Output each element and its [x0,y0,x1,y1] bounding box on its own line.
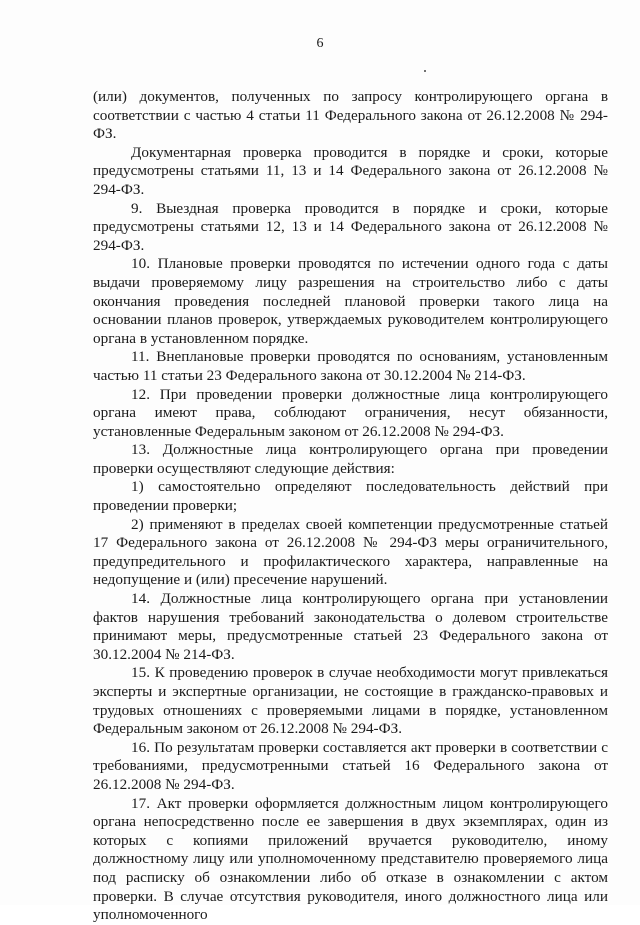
page-number: 6 [316,36,324,51]
document-body [93,88,608,925]
paragraph-13-item-2: 2) применяют в пределах своей компетенции предусмотренные статьей 17 Федерального закона от 26.12.2008 № 294-ФЗ меры ограничительного, предупредительного и профилактического характера, направленные на недопущение и (или) пресечение нарушений. [93,515,608,589]
paragraph-13-item-1: 1) самостоятельно определяют последовательность действий при проведении проверки; [93,478,608,515]
paragraph-12: 12. При проведении проверки должностные лица контролирующего органа имеют права, соблюдают ограничения, несут обязанности, установленные Федеральным законом от 26.12.2008 № 294-ФЗ. [93,385,608,440]
paragraph-13: 13. Должностные лица контролирующего органа при проведении проверки осуществляют следующие действия: [93,441,608,477]
paragraph-11: 11. Внеплановые проверки проводятся по основаниям, установленным частью 11 статьи 23 Федерального закона от 30.12.2004 № 214-ФЗ. [93,348,608,384]
paragraph-16: 16. По результатам проверки составляется акт проверки в соответствии с требованиями, предусмотренными статьей 16 Федерального закона от 26.12.2008 № 294-ФЗ. [93,738,608,793]
paragraph-15: 15. К проведению проверок в случае необходимости могут привлекаться эксперты и экспертные организации, не состоящие в гражданско-правовых и трудовых отношениях с проверяемыми лицами в порядке, установленном Федеральным законом от 26.12.2008 № 294-ФЗ. [93,664,608,738]
scan-speck [424,70,426,72]
paragraph-continuation: (или) документов, полученных по запросу контролирующего органа в соответствии с частью 4 статьи 11 Федерального закона от 26.12.2008 № 294-ФЗ. [93,88,608,143]
paragraph-14: 14. Должностные лица контролирующего органа при установлении фактов нарушения требований законодательства о долевом строительстве принимают меры, предусмотренные статьей 23 Федерального закона от 30.12.2004 № 214-ФЗ. [93,590,608,663]
paragraph-10: 10. Плановые проверки проводятся по истечении одного года с даты выдачи проверяемому лицу разрешения на строительство либо с даты окончания проведения последней плановой проверки такого лица на основании планов проверок, утверждаемых руководителем контролирующего органа в установленном порядке. [93,255,608,347]
paragraph-17: 17. Акт проверки оформляется должностным лицом контролирующего органа непосредственно после ее завершения в двух экземплярах, один из которых с копиями приложений вручается руководителю, иному должностному лицу или уполномоченному представителю проверяемого лица под расписку об ознакомлении либо об отказе в ознакомлении с актом проверки. В случае отсутствия руководителя, иного должностного лица или уполномоченного [93,794,608,924]
paragraph-9: 9. Выездная проверка проводится в порядке и сроки, которые предусмотрены статьями 12, 13 и 14 Федерального закона от 26.12.2008 № 294-ФЗ. [93,199,608,254]
paragraph-documentary-check: Документарная проверка проводится в порядке и сроки, которые предусмотрены статьями 11, 13 и 14 Федерального закона от 26.12.2008 № 294-ФЗ. [93,143,608,198]
